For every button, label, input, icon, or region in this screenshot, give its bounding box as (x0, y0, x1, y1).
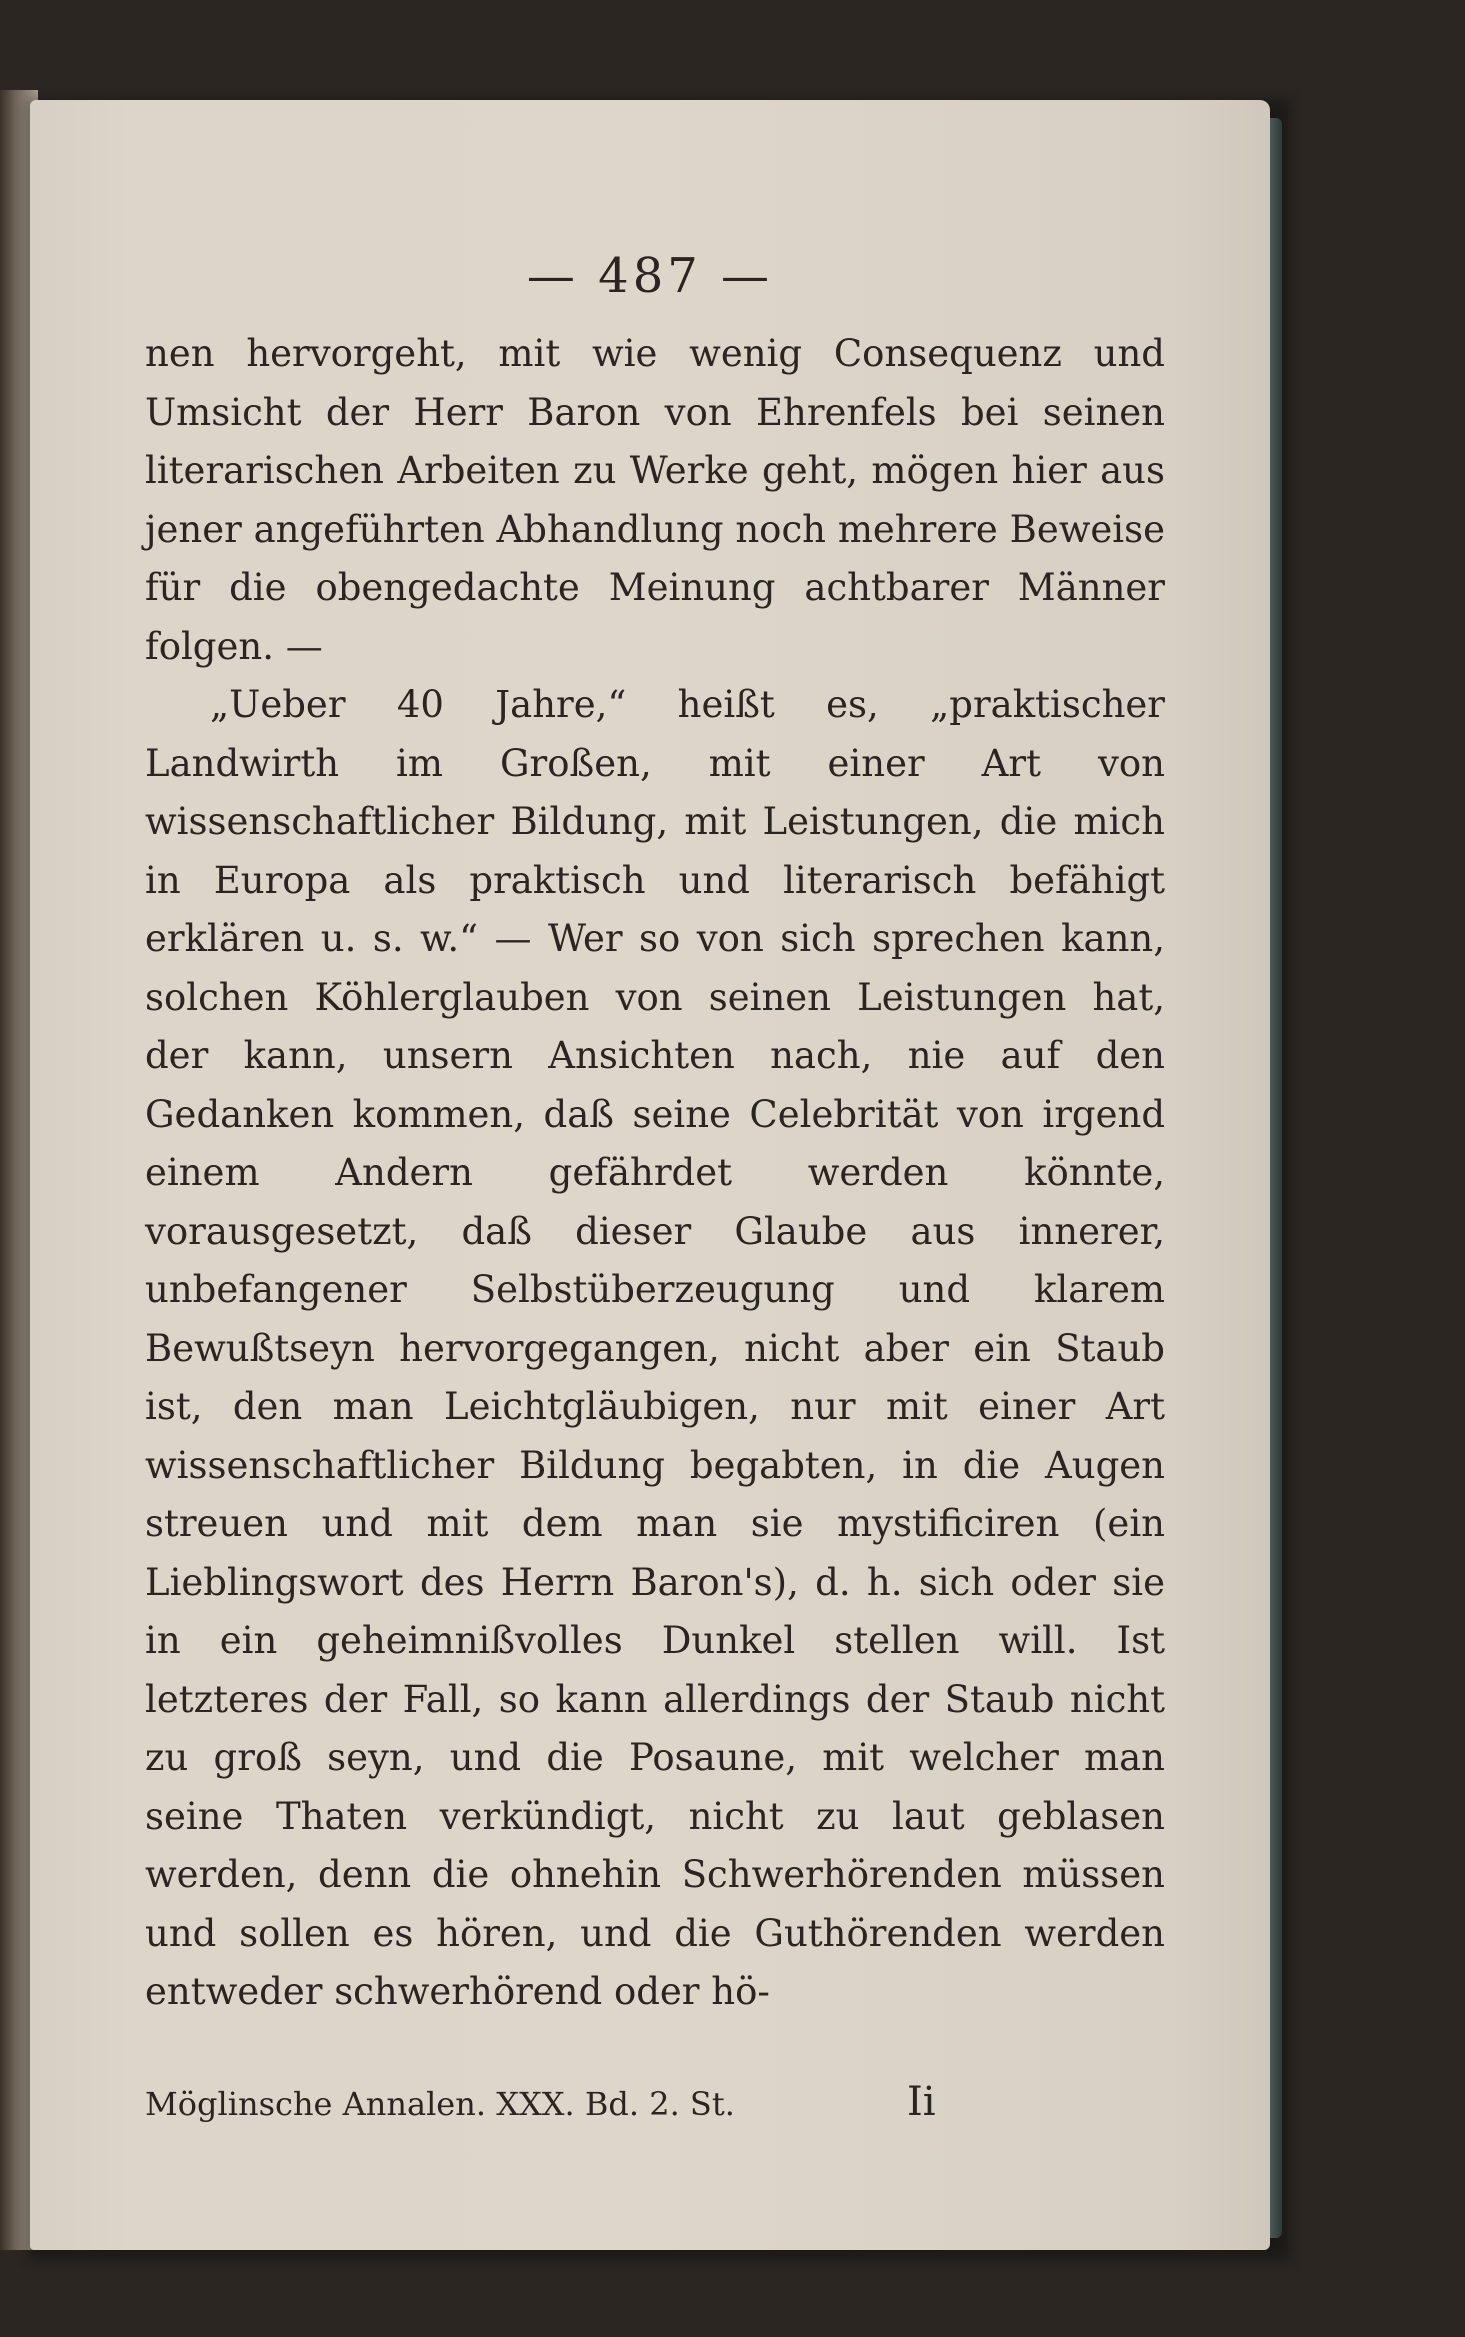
page-footer (145, 2079, 1165, 2135)
book-page (30, 100, 1270, 2250)
paragraph-1: nen hervorgeht, mit wie wenig Consequenz und Umsicht der Herr Baron von Ehrenfels bei seinen literarischen Arbeiten zu Werke geht, mögen hier aus jener angeführten Abhandlung noch mehrere Beweise für die obengedachte Meinung achtbarer Männer folgen. — (145, 332, 1165, 668)
page-body (145, 325, 1165, 2022)
footer-signature: Möglinsche Annalen. XXX. Bd. 2. St. (145, 2085, 735, 2123)
page-number-header: — 487 — (526, 248, 774, 304)
paragraph-2: „Ueber 40 Jahre,“ heißt es, „praktischer Landwirth im Großen, mit einer Art von wissenschaftlicher Bildung, mit Leistungen, die mich in Europa als praktisch und literarisch befähigt erklären u. s. w.“ — Wer so von sich sprechen kann, solchen Köhlerglauben von seinen Leistungen hat, der kann, unsern Ansichten nach, nie auf den Gedanken kommen, daß seine Celebrität von irgend einem Andern gefährdet werden könnte, vorausgesetzt, daß dieser Glaube aus innerer, unbefangener Selbstüberzeugung und klarem Bewußtseyn hervorgegangen, nicht aber ein Staub ist, den man Leichtgläubigen, nur mit einer Art wissenschaftlicher Bildung begabten, in die Augen streuen und mit dem man sie mystificiren (ein Lieblingswort des Herrn Baron's), d. h. sich oder sie in ein geheimnißvolles Dunkel stellen will. Ist letzteres der Fall, so kann allerdings der Staub nicht zu groß seyn, und die Posaune, mit welcher man seine Thaten verkündigt, nicht zu laut geblasen werden, denn die ohnehin Schwerhörenden müssen und sollen es hören, und die Guthörenden werden entweder schwerhörend oder hö- (145, 683, 1165, 2013)
signature-mark: Ii (907, 2079, 936, 2125)
